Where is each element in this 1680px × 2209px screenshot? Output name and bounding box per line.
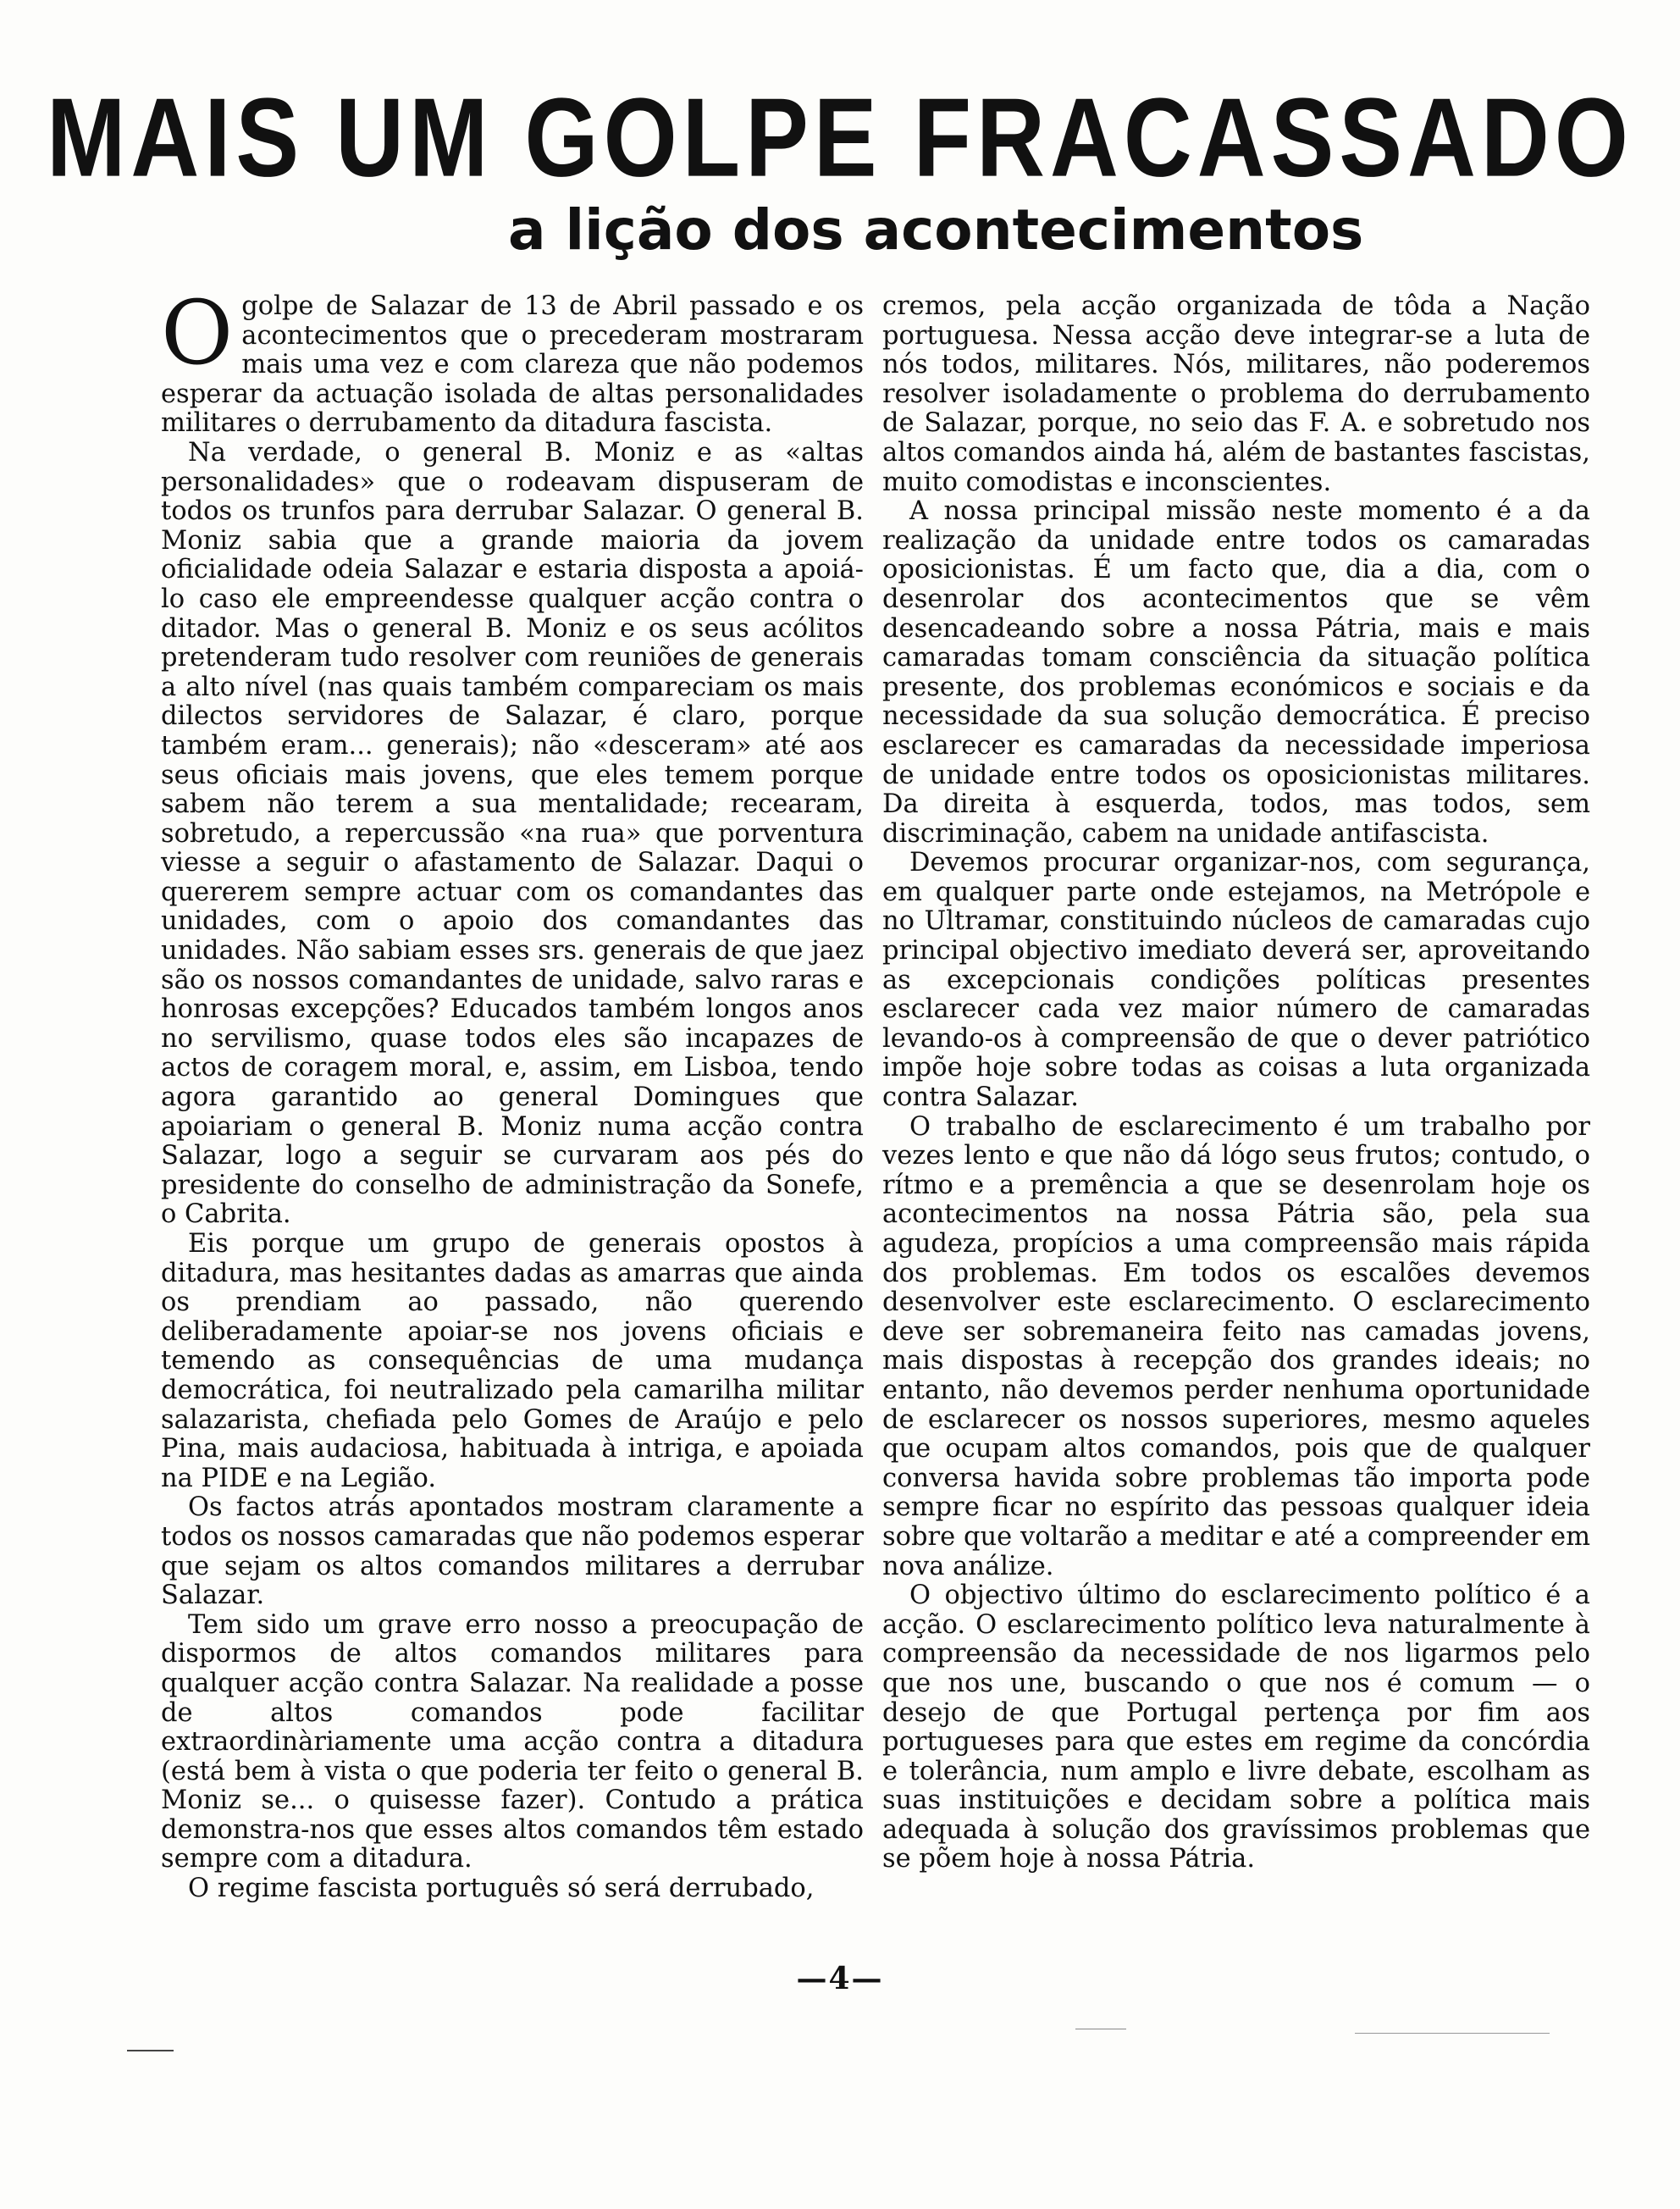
paragraph: O trabalho de esclarecimento é um trabalho por vezes lento e que não dá lógo seus frutos; contudo, o rítmo e a premência a que se desenrolam hoje os acontecimentos na nossa Pátria são, pela sua agudeza, propícios a uma compreensão mais rápida dos problemas. Em todos os escalões devemos desenvolver este esclarecimento. O esclarecimento deve ser sobremaneira feito nas camadas jovens, mais dispostas à recepção dos grandes ideais; no entanto, não devemos perder nenhuma oportunidade de esclarecer os nossos superiores, mesmo aqueles que ocupam altos comandos, pois que de qualquer conversa havida sobre problemas tão importa pode sempre ficar no espírito das pessoas qualquer ideia sobre que voltarão a meditar e até a compreender em nova análize. xyxy=(882,1111,1590,1581)
paragraph: cremos, pela acção organizada de tôda a Nação portuguesa. Nessa acção deve integrar-se a luta de nós todos, militares. Nós, militares, não poderemos resolver isoladamente o problema do derrubamento de Salazar, porque, no seio das F. A. e sobretudo nos altos comandos ainda há, além de bastantes fascistas, muito comodistas e inconscientes. xyxy=(882,291,1590,497)
paragraph: Os factos atrás apontados mostram claramente a todos os nossos camaradas que não podemos esperar que sejam os altos comandos militares a derrubar Salazar. xyxy=(161,1492,864,1611)
left-column xyxy=(161,281,864,1904)
paragraph-text: golpe de Salazar de 13 de Abril passado e os acontecimentos que o precederam mostraram mais uma vez e com clareza que não podemos esperar da actuação isolada de altas personalidades militares o derrubamento da ditadura fascista. xyxy=(161,291,864,439)
drop-cap: O xyxy=(161,281,234,385)
scan-mark xyxy=(1355,2033,1550,2034)
right-column xyxy=(882,292,1590,1874)
subheadline: a lição dos acontecimentos xyxy=(508,197,1364,263)
headline: MAIS UM GOLPE FRACASSADO xyxy=(47,75,1633,200)
paragraph: O objectivo último do esclarecimento político é a acção. O esclarecimento político leva naturalmente à compreensão da necessidade de nos ligarmos pelo que nos une, buscando o que nos é comum — o desejo de que Portugal pertença por fim aos portugueses para que estes em regime da concórdia e tolerância, num amplo e livre debate, escolham as suas instituições e decidam sobre a política mais adequada à solução dos gravíssimos problemas que se põem hoje à nossa Pátria. xyxy=(882,1581,1590,1874)
paragraph: Eis porque um grupo de generais opostos à ditadura, mas hesitantes dadas as amarras que ainda os prendiam ao passado, não querendo deliberadamente apoiar-se nos jovens oficiais e temendo as consequências de uma mudança democrática, foi neutralizado pela camarilha militar salazarista, chefiada pelo Gomes de Araújo e pelo Pina, mais audaciosa, habituada à intriga, e apoiada na PIDE e na Legião. xyxy=(161,1229,864,1493)
paragraph: A nossa principal missão neste momento é a da realização da unidade entre todos os camaradas oposicionistas. É um facto que, dia a dia, com o desenrolar dos acontecimentos que se vêm desencadeando sobre a nossa Pátria, mais e mais camaradas tomam consciência da situação política presente, dos problemas económicos e sociais e da necessidade da sua solução democrática. É preciso esclarecer es camaradas da necessidade imperiosa de unidade entre todos os oposicionistas militares. Da direita à esquerda, todos, mas todos, sem discriminação, cabem na unidade antifascista. xyxy=(882,496,1590,849)
paragraph: Na verdade, o general B. Moniz e as «altas personalidades» que o rodeavam dispuseram de todos os trunfos para derrubar Salazar. O general B. Moniz sabia que a grande maioria da jovem oficialidade odeia Salazar e estaria disposta a apoiá-lo caso ele empreendesse qualquer acção contra o ditador. Mas o general B. Moniz e os seus acólitos pretenderam tudo resolver com reuniões de generais a alto nível (nas quais também compareciam os mais dilectos servidores de Salazar, é claro, porque também eram... generais); não «desceram» até aos seus oficiais mais jovens, que eles temem porque sabem não terem a sua mentalidade; recearam, sobretudo, a repercussão «na rua» que porventura viesse a seguir o afastamento de Salazar. Daqui o quererem sempre actuar com os comandantes das unidades, com o apoio dos comandantes das unidades. Não sabiam esses srs. generais de que jaez são os nossos comandantes de unidade, salvo raras e honrosas excepções? Educados também longos anos no servilismo, quase todos eles são incapazes de actos de coragem moral, e, assim, em Lisboa, tendo agora garantido ao general Domingues que apoiariam o general B. Moniz numa acção contra Salazar, logo a seguir se curvaram aos pés do presidente do conselho de administração da Sonefe, o Cabrita. xyxy=(161,437,864,1230)
paragraph: O regime fascista português só será derrubado, xyxy=(188,1874,815,1904)
paragraph: Devemos procurar organizar-nos, com segurança, em qualquer parte onde estejamos, na Metrópole e no Ultramar, constituindo núcleos de camaradas cujo principal objectivo imediato deverá ser, aproveitando as excepcionais condições políticas presentes esclarecer cada vez maior número de camaradas levando-os à compreensão de que o dever patriótico impõe hoje sobre todas as coisas a luta organizada contra Salazar. xyxy=(882,848,1590,1113)
scan-mark xyxy=(127,2050,174,2051)
page-number: —4— xyxy=(796,1961,884,1996)
paragraph xyxy=(161,281,864,439)
paragraph: Tem sido um grave erro nosso a preocupação de dispormos de altos comandos militares para qualquer acção contra Salazar. Na realidade a posse de altos comandos pode facilitar extraordinàriamente uma acção contra a ditadura (está bem à vista o que poderia ter feito o general B. Moniz se... o quisesse fazer). Contudo a prática demonstra-nos que esses altos comandos têm estado sempre com a ditadura. xyxy=(161,1609,864,1874)
